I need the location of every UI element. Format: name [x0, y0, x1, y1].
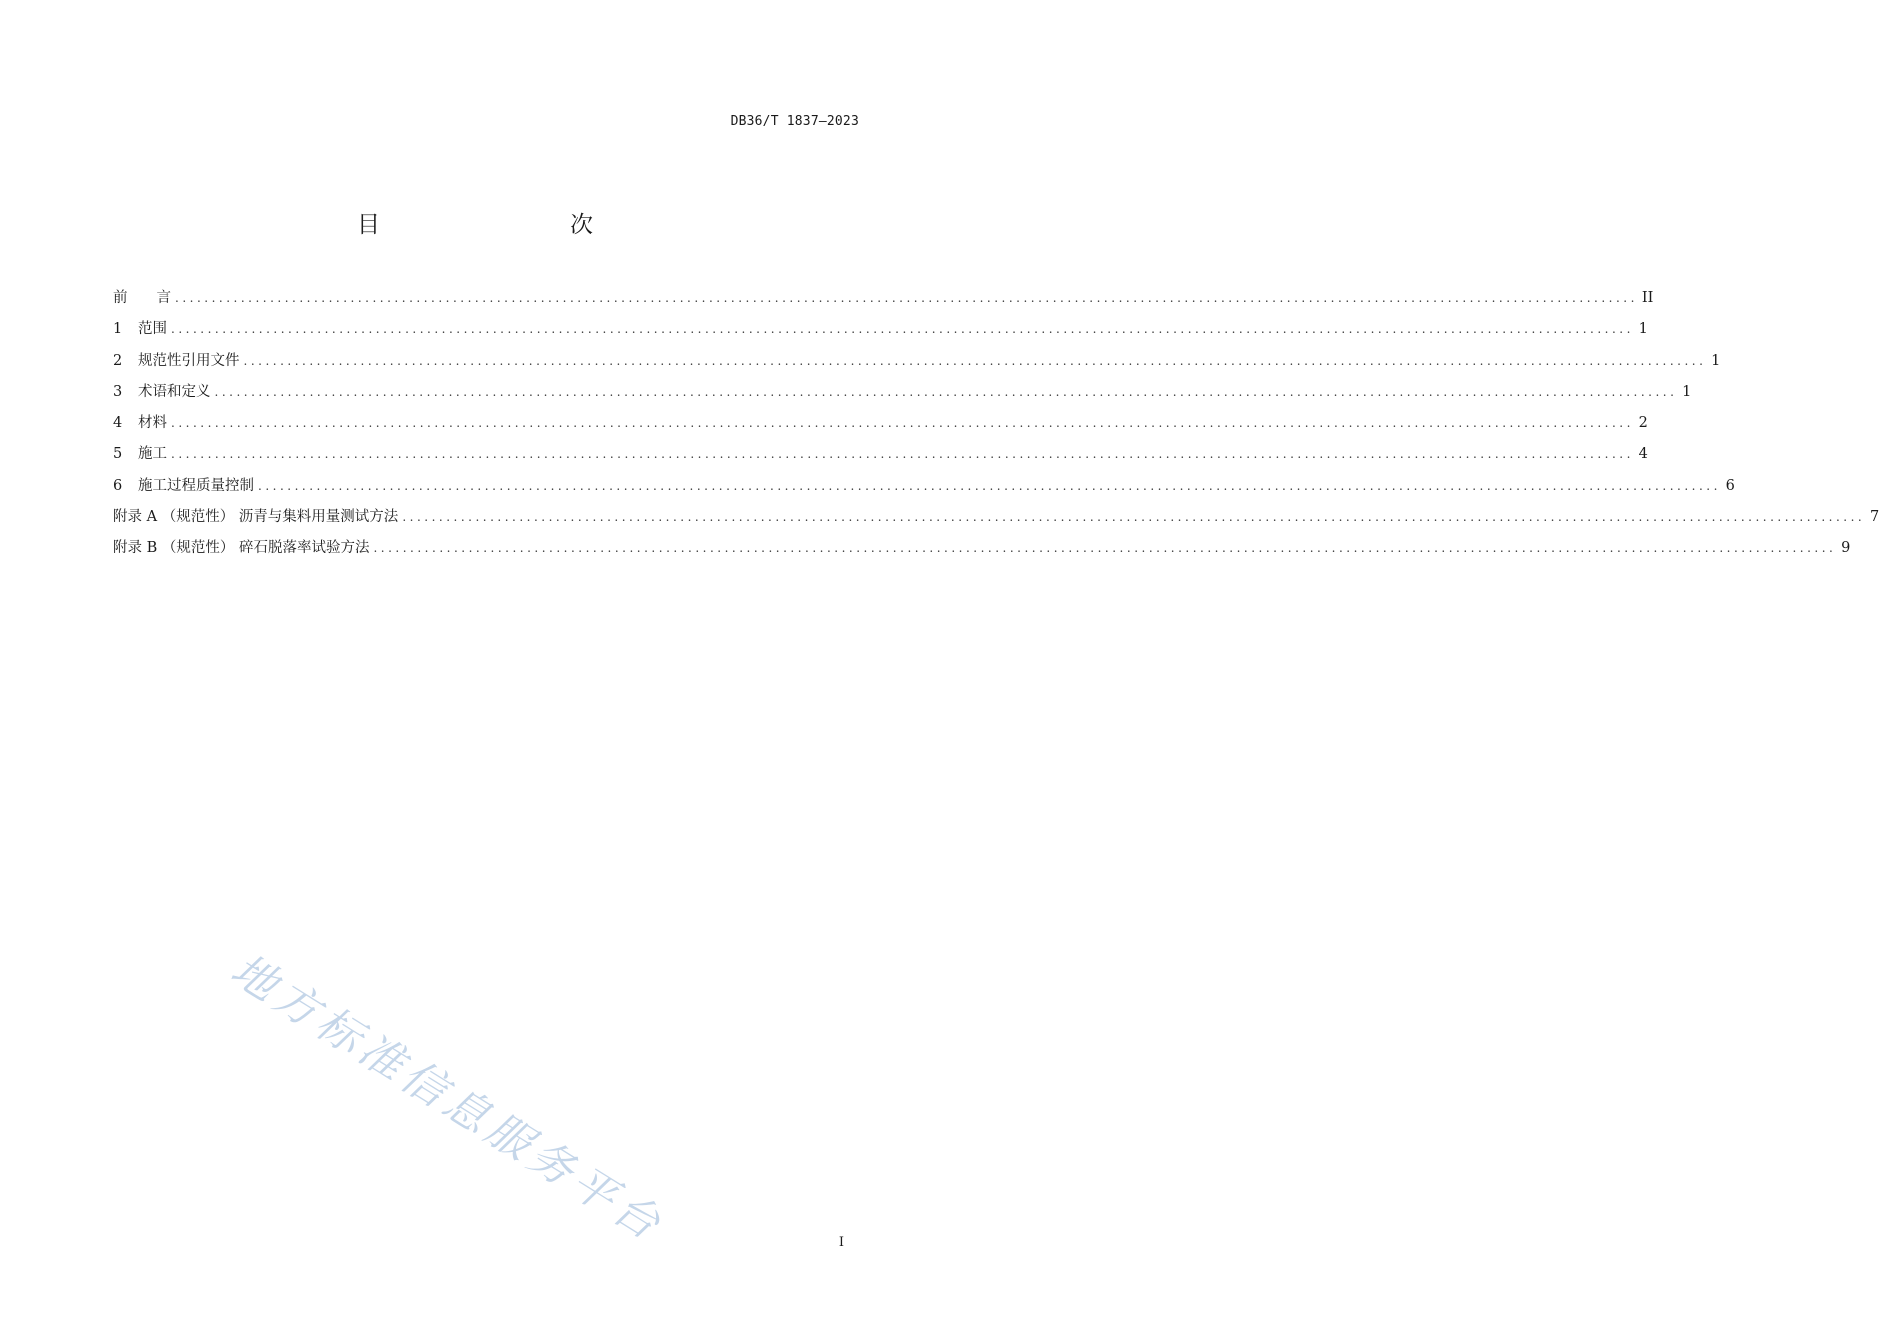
toc-leader-dots: ........................................................................................................................................................................................................: [171, 322, 1634, 337]
toc-leader-dots: ........................................................................................................................................................................................................: [243, 353, 1707, 368]
toc-entry-label: 附录 B （规范性） 碎石脱落率试验方法: [113, 540, 370, 557]
watermark: 地方标准信息服务平台: [222, 944, 674, 1253]
toc-entry-label: 术语和定义: [138, 383, 211, 400]
document-code: DB36/T 1837—2023: [730, 114, 859, 129]
toc-entry-label: 施工过程质量控制: [138, 477, 254, 494]
toc-entry-label: 材料: [138, 415, 167, 432]
toc-entry-number: 2: [113, 352, 123, 369]
toc-entry-label: 附录 A （规范性） 沥青与集料用量测试方法: [113, 509, 399, 526]
toc-entry-label: 施工: [138, 446, 167, 463]
toc-leader-dots: ........................................................................................................................................................................................................: [171, 416, 1634, 431]
toc-entry-number: 1: [113, 321, 123, 338]
toc-entry[interactable]: [113, 474, 1735, 505]
table-of-contents: [113, 286, 1879, 568]
toc-entry-page: 4: [1638, 446, 1648, 463]
toc-leader-dots: ........................................................................................................................................................................................................: [171, 447, 1634, 462]
toc-entry-label: 前 言: [113, 290, 171, 306]
toc-entry[interactable]: [113, 442, 1648, 473]
toc-entry[interactable]: [113, 317, 1648, 348]
toc-entry-label: 范围: [138, 321, 167, 338]
toc-entry[interactable]: [113, 380, 1692, 411]
toc-entry-page: 6: [1725, 477, 1735, 494]
toc-entry[interactable]: [113, 536, 1851, 567]
toc-entry-number: 6: [113, 477, 123, 494]
toc-title: 目 次: [357, 212, 641, 238]
toc-entry-number: 4: [113, 415, 123, 432]
toc-entry-page: 7: [1869, 509, 1879, 526]
page-number: I: [838, 1235, 844, 1250]
toc-entry[interactable]: [113, 286, 1654, 317]
toc-leader-dots: ........................................................................................................................................................................................................: [214, 384, 1678, 399]
toc-entry-page: 1: [1638, 321, 1648, 338]
toc-entry[interactable]: [113, 349, 1721, 380]
toc-entry-page: II: [1641, 290, 1654, 306]
toc-leader-dots: ........................................................................................................................................................................................................: [402, 510, 1866, 525]
toc-leader-dots: ........................................................................................................................................................................................................: [258, 478, 1721, 493]
toc-entry-page: 1: [1682, 383, 1692, 400]
toc-leader-dots: ........................................................................................................................................................................................................: [373, 541, 1837, 556]
toc-entry-number: 3: [113, 383, 123, 400]
toc-entry-page: 9: [1841, 540, 1851, 557]
toc-entry[interactable]: [113, 411, 1648, 442]
toc-entry-label: 规范性引用文件: [138, 352, 240, 369]
toc-entry[interactable]: [113, 505, 1879, 536]
toc-entry-page: 2: [1638, 415, 1648, 432]
toc-leader-dots: ........................................................................................................................................................................................................: [175, 291, 1638, 305]
toc-entry-number: 5: [113, 446, 123, 463]
toc-entry-page: 1: [1711, 352, 1721, 369]
